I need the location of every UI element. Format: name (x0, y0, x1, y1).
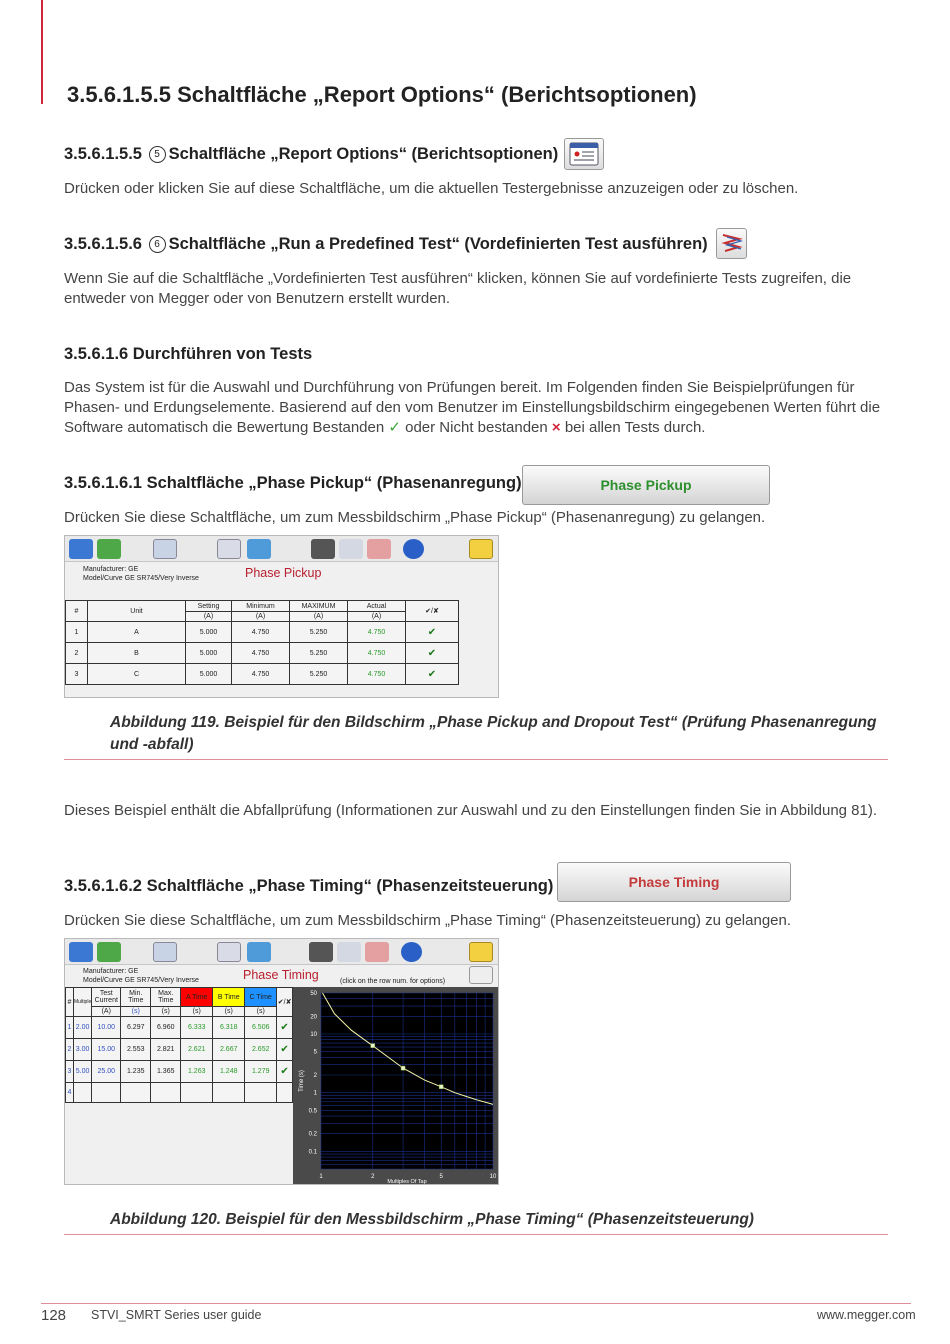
y-tick-label: 50 (310, 991, 317, 997)
performing-tests-text (64, 378, 894, 438)
y-tick-label: 1 (313, 1090, 317, 1097)
timing-col-multiple: Multiple (74, 988, 92, 1017)
predefined-section-title: Schaltfläche „Run a Predefined Test“ (Vordefinierten Test ausführen) (168, 235, 708, 253)
pickup-cell: C (88, 664, 186, 685)
timing-cell: 2.652 (245, 1039, 277, 1061)
y-tick-label: 10 (310, 1032, 317, 1039)
timing-cell: 1.248 (213, 1061, 245, 1083)
phase-timing-button-image: Phase Timing (557, 862, 791, 902)
pickup-cell: 2 (66, 643, 88, 664)
timing-cell: 2.621 (181, 1039, 213, 1061)
settings-card-icon (247, 539, 271, 559)
x-tick-label: 5 (439, 1174, 443, 1180)
callout-6-icon: 6 (149, 236, 166, 253)
pickup-unit-b: (A) (232, 612, 290, 622)
screenshot-toolbar (65, 939, 498, 965)
timing-cell[interactable]: 3 (66, 1061, 74, 1083)
figure-119-caption: Abbildung 119. Beispiel für den Bildschirm „Phase Pickup and Dropout Test“ (Prüfung Phasenanregung und -abfall) (110, 714, 877, 753)
timing-unit: (A) (92, 1007, 121, 1017)
pickup-col-pass: ✔/✘ (406, 601, 459, 622)
pass-check-icon: ✔ (277, 1017, 293, 1039)
timing-cell: 1.235 (121, 1061, 151, 1083)
timing-cell: 1.279 (245, 1061, 277, 1083)
plot-area (321, 993, 493, 1169)
phase-pickup-screenshot (64, 535, 499, 698)
margin-accent-bar (41, 0, 43, 104)
pickup-cell: 4.750 (232, 664, 290, 685)
pickup-col-setting: Setting (186, 601, 232, 612)
timing-model: Model/Curve GE SR745/Very Inverse (83, 977, 199, 984)
help-icon (469, 539, 493, 559)
timing-unit: (s) (121, 1007, 151, 1017)
timing-cell: 6.333 (181, 1017, 213, 1039)
pickup-cell: B (88, 643, 186, 664)
y-tick-label: 0.5 (308, 1108, 317, 1115)
pickup-table (65, 600, 459, 685)
pickup-model: Model/Curve GE SR745/Very Inverse (83, 575, 199, 582)
pass-check-icon: ✔ (406, 664, 459, 685)
pickup-unit-a: (A) (186, 612, 232, 622)
timing-cell: 6.318 (213, 1017, 245, 1039)
test-point (371, 1044, 375, 1048)
timing-cell: 2.667 (213, 1039, 245, 1061)
y-tick-label: 5 (313, 1049, 317, 1056)
screenshot-toolbar (65, 536, 498, 562)
predefined-test-text: Wenn Sie auf die Schaltfläche „Vordefinierten Test ausführen“ klicken, können Sie auf vordefinierte Tests zugreifen, die entweder von Megger oder von Benutzern erstellt wurden. (64, 270, 852, 307)
settings-gear-icon (97, 539, 121, 559)
predefined-test-heading (64, 235, 708, 254)
timing-unit: (s) (151, 1007, 181, 1017)
pickup-row[interactable] (66, 643, 459, 664)
timing-hint: (click on the row num. for options) (340, 978, 446, 985)
footer-divider (41, 1303, 911, 1304)
y-tick-label: 0.1 (308, 1149, 317, 1156)
pickup-col-unit: Unit (88, 601, 186, 622)
pass-check-icon: ✓ (388, 419, 401, 436)
timing-cell: 6.960 (151, 1017, 181, 1039)
pickup-cell: 4.750 (232, 643, 290, 664)
timing-cell[interactable]: 2 (66, 1039, 74, 1061)
phase-pickup-text: Drücken Sie diese Schaltfläche, um zum Messbildschirm „Phase Pickup“ (Phasenanregung) zu gelangen. (64, 509, 766, 526)
predefined-test-small-icon (365, 942, 389, 962)
report-options-icon (564, 138, 604, 170)
phase-pickup-button-image: Phase Pickup (522, 465, 770, 505)
phase-timing-screenshot (64, 938, 499, 1185)
connection-icon (339, 539, 363, 559)
performing-tests-heading: 3.5.6.1.6 Durchführen von Tests (64, 345, 313, 363)
timing-cell: 15.00 (92, 1039, 121, 1061)
megger-url[interactable]: www.megger.com (817, 1308, 916, 1322)
pickup-col-num: # (66, 601, 88, 622)
timing-cell: 2.00 (74, 1017, 92, 1039)
timing-row[interactable] (66, 1017, 293, 1039)
pass-check-icon: ✔ (406, 622, 459, 643)
pickup-cell: 4.750 (348, 664, 406, 685)
help-icon (469, 942, 493, 962)
timing-cell: 3.00 (74, 1039, 92, 1061)
connection-icon (337, 942, 361, 962)
timing-cell: 6.297 (121, 1017, 151, 1039)
report-section-title: Schaltfläche „Report Options“ (Berichtsoptionen) (168, 145, 559, 163)
guide-title: STVI_SMRT Series user guide (91, 1308, 262, 1322)
pickup-cell: 4.750 (348, 622, 406, 643)
timing-unit: (s) (213, 1007, 245, 1017)
timing-cell: 1.263 (181, 1061, 213, 1083)
timing-col-min: Min. Time (121, 988, 151, 1007)
predefined-test-small-icon (367, 539, 391, 559)
timing-cell: 5.00 (74, 1061, 92, 1083)
callout-5-icon: 5 (149, 146, 166, 163)
pickup-cell: 3 (66, 664, 88, 685)
phase-timing-text: Drücken Sie diese Schaltfläche, um zum Messbildschirm „Phase Timing“ (Phasenzeitsteuerung) zu gelangen. (64, 912, 792, 929)
report-options-text: Drücken oder klicken Sie auf diese Schaltfläche, um die aktuellen Testergebnisse anzuzeigen oder zu löschen. (64, 180, 799, 197)
timing-row[interactable] (66, 1083, 293, 1103)
timing-chart-panel (293, 987, 499, 1185)
pickup-col-minimum: Minimum (232, 601, 290, 612)
curve-options-icon[interactable] (469, 966, 493, 984)
timing-row[interactable] (66, 1061, 293, 1083)
pickup-cell: 5.000 (186, 643, 232, 664)
timing-col-max: Max. Time (151, 988, 181, 1007)
timing-col-b: B Time (213, 988, 245, 1007)
y-tick-label: 0.2 (308, 1131, 317, 1138)
pass-check-icon: ✔ (277, 1061, 293, 1083)
pickup-cell: 5.000 (186, 664, 232, 685)
pass-check-icon: ✔ (406, 643, 459, 664)
timing-manufacturer: Manufacturer: GE (83, 968, 139, 975)
pickup-cell: A (88, 622, 186, 643)
timing-cell: 1.365 (151, 1061, 181, 1083)
pickup-unit-d: (A) (348, 612, 406, 622)
pickup-manufacturer: Manufacturer: GE (83, 566, 139, 573)
relay-icon (217, 539, 241, 559)
tests-text-part3: bei allen Tests durch. (560, 419, 706, 436)
timing-cell: 6.506 (245, 1017, 277, 1039)
x-axis-label: Multiples Of Tap (387, 1179, 427, 1185)
caption-divider (64, 1234, 888, 1235)
y-tick-label: 2 (313, 1073, 317, 1080)
home-icon (69, 539, 93, 559)
timing-unit: (s) (181, 1007, 213, 1017)
play-icon (401, 942, 422, 962)
figure-120-caption: Abbildung 120. Beispiel für den Messbildschirm „Phase Timing“ (Phasenzeitsteuerung) (110, 1211, 754, 1228)
x-tick-label: 2 (371, 1174, 375, 1180)
timing-cell: 2.553 (121, 1039, 151, 1061)
y-axis-label: Time (s) (299, 1070, 305, 1092)
pickup-screen-title: Phase Pickup (245, 566, 322, 580)
timing-col-a: A Time (181, 988, 213, 1007)
caption-divider (64, 759, 888, 760)
timing-screen-title: Phase Timing (243, 968, 319, 982)
battery-icon (311, 539, 335, 559)
dropout-note: Dieses Beispiel enthält die Abfallprüfung (Informationen zur Auswahl und zu den Einstellungen finden Sie in Abbildung 81). (64, 802, 878, 819)
timing-cell: 10.00 (92, 1017, 121, 1039)
timing-unit: (s) (245, 1007, 277, 1017)
pickup-row[interactable] (66, 664, 459, 685)
tests-text-part1: Das System ist für die Auswahl und Durchführung von Prüfungen bereit. Im Folgenden finden Sie Beispielprüfungen für Phasen- und Erdungselemente. Basierend auf den vom Benutzer im Einstellungsbildschirm eingegebenen Werten führt die Software automatisch die Bewertung Bestanden (64, 379, 881, 436)
report-section-number: 3.5.6.1.5.5 (64, 145, 142, 163)
settings-card-icon (247, 942, 271, 962)
x-tick-label: 1 (319, 1174, 323, 1180)
timing-cell[interactable]: 1 (66, 1017, 74, 1039)
timing-table (65, 987, 293, 1103)
test-point (439, 1085, 443, 1089)
page-number: 128 (41, 1307, 67, 1324)
test-point (401, 1066, 405, 1070)
main-heading: 3.5.6.1.5.5 Schaltfläche „Report Options“ (Berichtsoptionen) (67, 82, 697, 107)
pickup-cell: 1 (66, 622, 88, 643)
home-icon (69, 942, 93, 962)
relay-icon (217, 942, 241, 962)
predefined-test-icon (716, 228, 747, 259)
timing-col-pass: ✔/✘ (277, 988, 293, 1017)
time-current-chart (293, 987, 499, 1185)
pickup-cell: 4.750 (232, 622, 290, 643)
pickup-cell: 5.000 (186, 622, 232, 643)
timing-col-current: Test Current (92, 988, 121, 1007)
pickup-cell: 5.250 (290, 622, 348, 643)
timing-col-c: C Time (245, 988, 277, 1007)
pickup-cell: 4.750 (348, 643, 406, 664)
report-icon (153, 539, 177, 559)
timing-col-num: # (66, 988, 74, 1017)
timing-cell[interactable]: 4 (66, 1083, 74, 1103)
pickup-row[interactable] (66, 622, 459, 643)
report-options-heading (64, 145, 558, 164)
predefined-section-number: 3.5.6.1.5.6 (64, 235, 142, 253)
y-tick-label: 20 (310, 1014, 317, 1021)
timing-cell: 25.00 (92, 1061, 121, 1083)
pickup-cell: 5.250 (290, 664, 348, 685)
tests-text-part2: oder Nicht bestanden (400, 419, 552, 436)
pickup-col-actual: Actual (348, 601, 406, 612)
report-icon (153, 942, 177, 962)
pickup-unit-c: (A) (290, 612, 348, 622)
pickup-col-maximum: MAXIMUM (290, 601, 348, 612)
fail-cross-icon: × (551, 419, 561, 436)
x-tick-label: 10 (489, 1174, 497, 1180)
pickup-cell: 5.250 (290, 643, 348, 664)
pass-check-icon: ✔ (277, 1039, 293, 1061)
play-icon (403, 539, 424, 559)
battery-icon (309, 942, 333, 962)
phase-timing-heading: 3.5.6.1.6.2 Schaltfläche „Phase Timing“ (Phasenzeitsteuerung) (64, 877, 554, 895)
timing-cell: 2.821 (151, 1039, 181, 1061)
timing-row[interactable] (66, 1039, 293, 1061)
settings-gear-icon (97, 942, 121, 962)
phase-pickup-heading: 3.5.6.1.6.1 Schaltfläche „Phase Pickup“ (Phasenanregung) (64, 474, 522, 492)
